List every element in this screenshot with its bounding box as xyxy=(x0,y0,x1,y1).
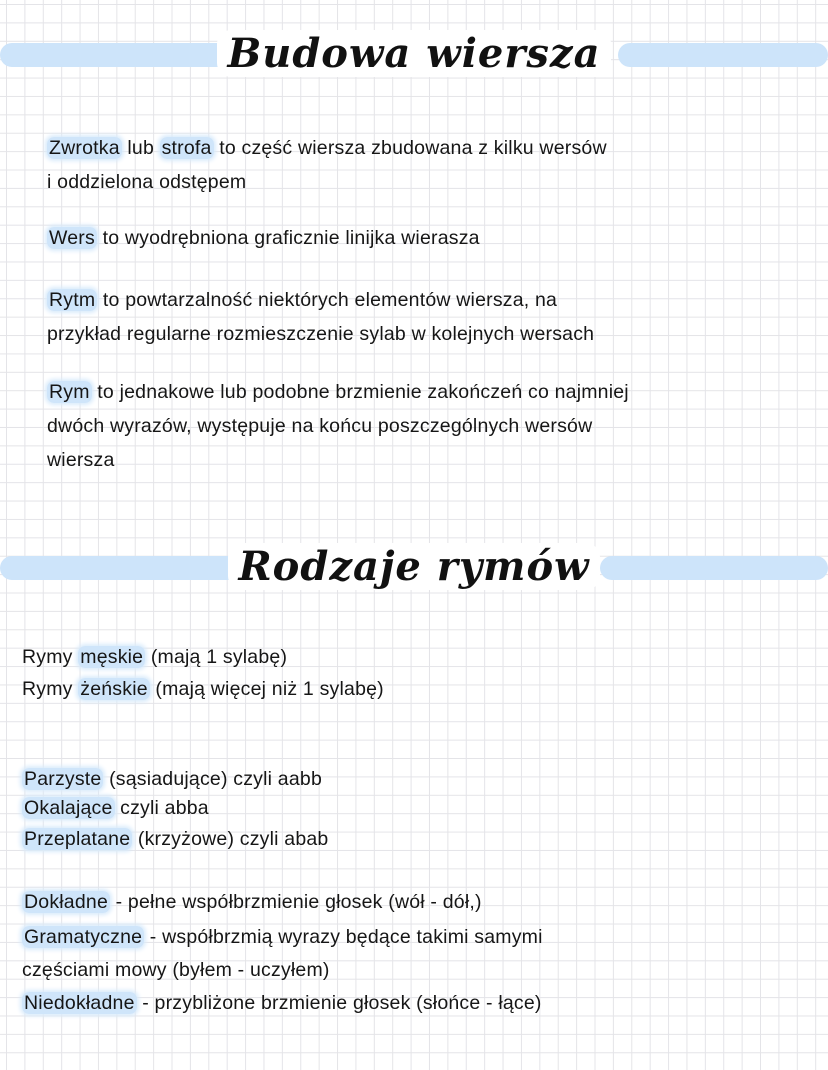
note-text: (sąsiadujące) czyli aabb xyxy=(103,768,322,790)
note-text: i oddzielona odstępem xyxy=(47,171,247,193)
note-line xyxy=(22,926,543,949)
note-text: (krzyżowe) czyli abab xyxy=(132,828,329,850)
note-line xyxy=(22,992,542,1015)
note-text: czyli abba xyxy=(114,797,209,819)
note-line xyxy=(47,415,592,438)
highlighted-term: Zwrotka xyxy=(49,137,120,159)
note-line xyxy=(47,449,115,472)
highlighted-term: Gramatyczne xyxy=(24,926,143,948)
highlighted-term: strofa xyxy=(161,137,212,159)
note-text: to wyodrębniona graficznie linijka wierasza xyxy=(96,227,480,249)
note-line xyxy=(47,323,594,346)
note-text: dwóch wyrazów, występuje na końcu poszczególnych wersów xyxy=(47,415,593,437)
note-text: Rymy xyxy=(22,678,79,700)
note-line xyxy=(47,171,246,194)
note-text: - przybliżone brzmienie głosek (słońce - łące) xyxy=(136,992,542,1014)
note-text: (mają 1 sylabę) xyxy=(145,646,288,668)
note-line xyxy=(22,828,328,851)
section-title-rodzaje xyxy=(0,543,828,590)
note-line xyxy=(47,137,607,160)
highlighted-term: Przeplatane xyxy=(24,828,131,850)
note-text: to część wiersza zbudowana z kilku wersów xyxy=(213,137,607,159)
note-text: to powtarzalność niektórych elementów wiersza, na xyxy=(97,289,558,311)
note-line xyxy=(22,959,330,982)
section-title-text: Rodzaje rymów xyxy=(228,543,599,590)
section-title-text: Budowa wiersza xyxy=(217,30,610,77)
note-text: to jednakowe lub podobne brzmienie zakończeń co najmniej xyxy=(91,381,629,403)
note-text: - współbrzmią wyrazy będące takimi samymi xyxy=(144,926,543,948)
highlighted-term: Okalające xyxy=(24,797,113,819)
highlighted-term: Dokładne xyxy=(24,891,108,913)
highlighted-term: Rym xyxy=(49,381,90,403)
highlighted-term: Parzyste xyxy=(24,768,102,790)
note-text: lub xyxy=(121,137,160,159)
note-text: wiersza xyxy=(47,449,115,471)
note-line xyxy=(47,289,557,312)
note-line xyxy=(22,891,482,914)
highlighted-term: Wers xyxy=(49,227,95,249)
highlighted-term: Rytm xyxy=(49,289,96,311)
note-text: częściami mowy (byłem - uczyłem) xyxy=(22,959,330,981)
note-line xyxy=(47,227,480,250)
highlighted-term: żeńskie xyxy=(80,678,148,700)
section-title-budowa xyxy=(0,30,828,77)
note-line xyxy=(22,768,322,791)
note-line xyxy=(22,646,287,669)
note-text: Rymy xyxy=(22,646,79,668)
note-text: (mają więcej niż 1 sylabę) xyxy=(149,678,384,700)
note-text: - pełne współbrzmienie głosek (wół - dół,) xyxy=(110,891,482,913)
highlighted-term: męskie xyxy=(80,646,144,668)
note-line xyxy=(22,678,384,701)
highlighted-term: Niedokładne xyxy=(24,992,135,1014)
note-line xyxy=(22,797,209,820)
note-text: przykład regularne rozmieszczenie sylab w kolejnych wersach xyxy=(47,323,595,345)
note-line xyxy=(47,381,629,404)
